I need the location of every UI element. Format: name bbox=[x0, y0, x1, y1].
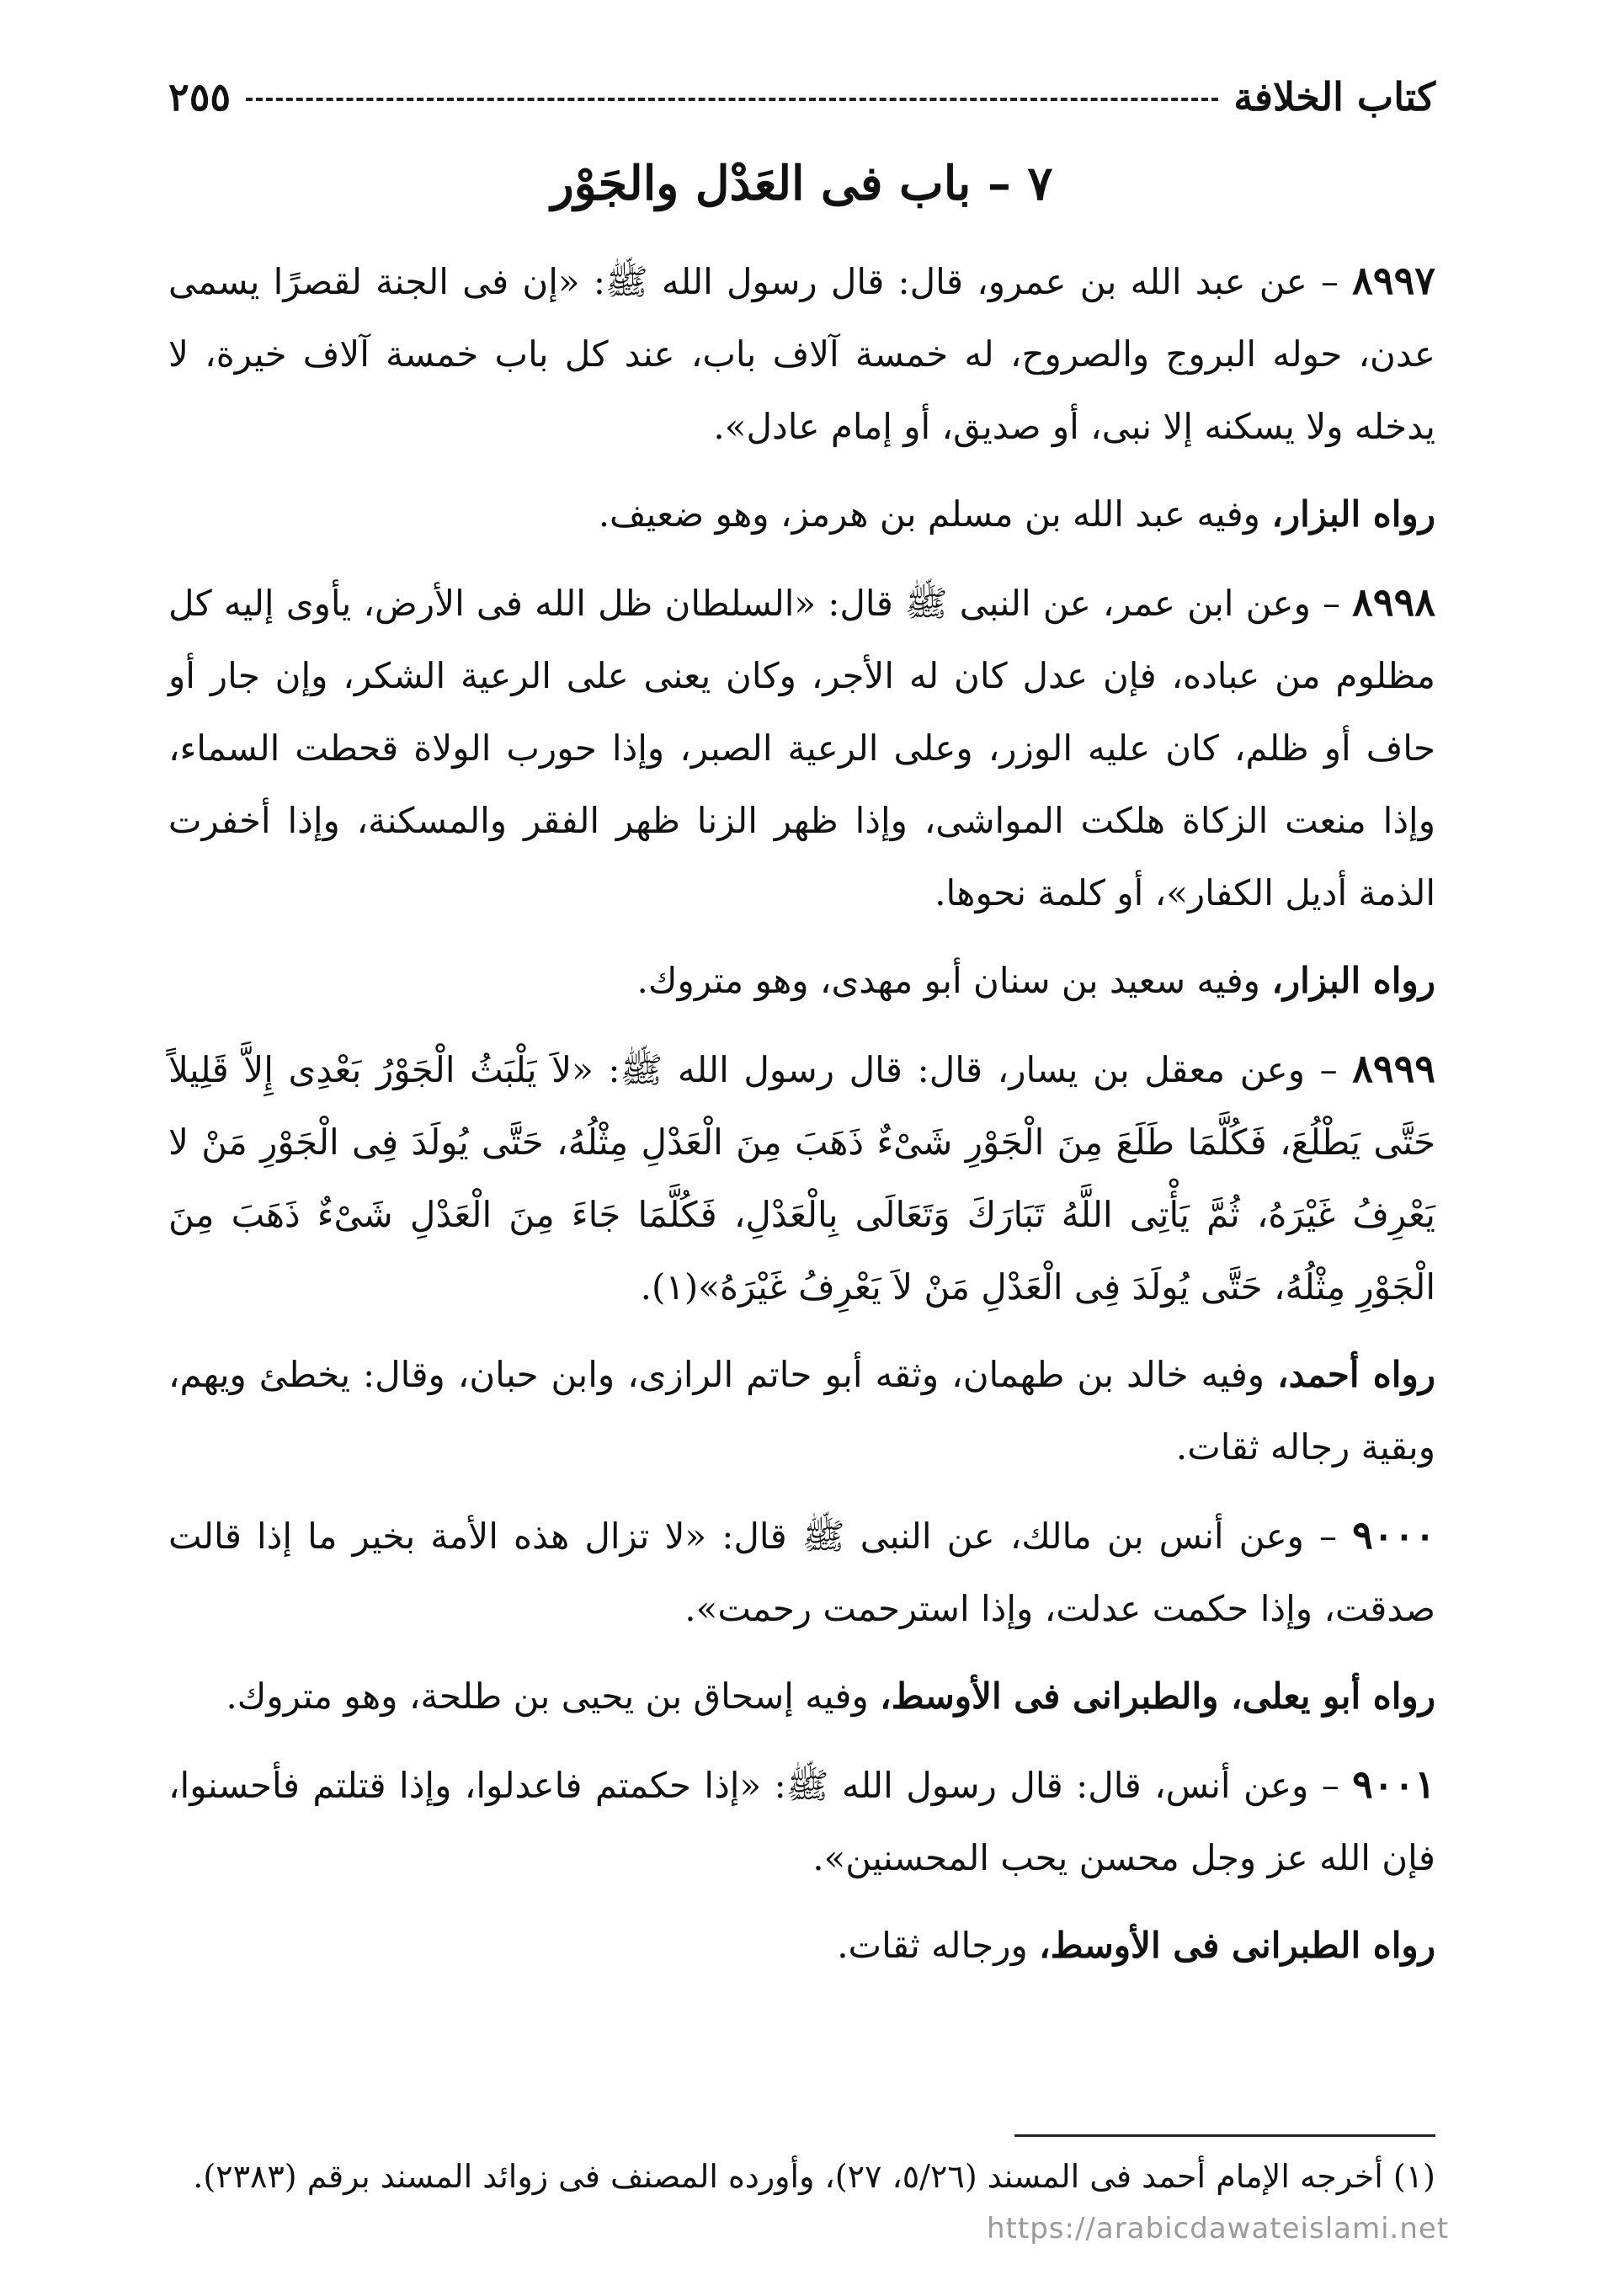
running-header bbox=[168, 67, 1435, 126]
source-note: وفيه إسحاق بن يحيى بن طلحة، وهو متروك. bbox=[226, 1675, 881, 1717]
hadith-number: ٨٩٩٨ bbox=[1352, 579, 1435, 625]
header-dashed-rule bbox=[246, 98, 1218, 101]
hadith-text: – وعن أنس بن مالك، عن النبى ﷺ قال: «لا تزال هذه الأمة بخير ما إذا قالت صدقت، وإذا حكمت عدلت، وإذا استرحمت رحمت». bbox=[168, 1516, 1435, 1629]
source-narrator: رواه الطبرانى فى الأوسط، bbox=[1039, 1925, 1435, 1966]
hadith-text: – وعن ابن عمر، عن النبى ﷺ قال: «السلطان ظل الله فى الأرض، يأوى إليه كل مظلوم من عباده، فإن عدل كان له الأجر، وكان يعنى على الرعية الشكر، وإن جار أو حاف أو ظلم، كان عليه الوزر، وعلى الرعية الصبر، وإذا حورب الولاة قحطت السماء، وإذا منعت الزكاة هلكت المواشى، وإذا ظهر الزنا ظهر الفقر والمسكنة، وإذا أخفرت الذمة أديل الكفار»، أو كلمة نحوها. bbox=[168, 583, 1435, 914]
hadith-paragraph bbox=[168, 1748, 1435, 1894]
source-note: وفيه عبد الله بن مسلم بن هرمز، وهو ضعيف. bbox=[598, 493, 1272, 535]
footnote-separator bbox=[1014, 2134, 1435, 2137]
page-number: ٢٥٥ bbox=[168, 74, 232, 120]
main-text bbox=[168, 244, 1435, 1997]
hadith-source bbox=[168, 478, 1435, 551]
source-note: وفيه خالد بن طهمان، وثقه أبو حاتم الرازى، وابن حبان، وقال: يخطئ ويهم، وبقية رجاله ثقات. bbox=[168, 1354, 1435, 1468]
hadith-number: ٨٩٩٩ bbox=[1352, 1046, 1436, 1091]
hadith-number: ٩٠٠٠ bbox=[1352, 1512, 1435, 1558]
hadith-number: ٨٩٩٧ bbox=[1352, 258, 1435, 303]
hadith-paragraph bbox=[168, 1499, 1435, 1645]
hadith-number: ٩٠٠١ bbox=[1352, 1761, 1435, 1807]
watermark-url: https://arabicdawateislami.net bbox=[987, 2212, 1450, 2245]
source-narrator: رواه أبو يعلى، والطبرانى فى الأوسط، bbox=[880, 1675, 1435, 1717]
source-narrator: رواه البزار، bbox=[1271, 960, 1435, 1001]
hadith-source bbox=[168, 1339, 1435, 1484]
hadith-text: – وعن معقل بن يسار، قال: قال رسول الله ﷺ: «لاَ يَلْبَثُ الْجَوْرُ بَعْدِى إِلاَّ قَلِيلاً حَتَّى يَطْلُعَ، فَكُلَّمَا طَلَعَ مِنَ الْجَوْرِ شَىْءٌ ذَهَبَ مِنَ الْعَدْلِ مِثْلُهُ، حَتَّى يُولَدَ فِى الْجَوْرِ مَنْ لا يَعْرِفُ غَيْرَهُ، ثُمَّ يَأْتِى اللَّهُ تَبَارَكَ وَتَعَالَى بِالْعَدْلِ، فَكُلَّمَا جَاءَ مِنَ الْعَدْلِ شَىْءٌ ذَهَبَ مِنَ الْجَوْرِ مِثْلُهُ، حَتَّى يُولَدَ فِى الْعَدْلِ مَنْ لاَ يَعْرِفُ غَيْرَهُ»(١). bbox=[168, 1049, 1435, 1308]
source-narrator: رواه البزار، bbox=[1271, 493, 1435, 535]
book-title: كتاب الخلافة bbox=[1233, 74, 1435, 120]
source-note: وفيه سعيد بن سنان أبو مهدى، وهو متروك. bbox=[636, 960, 1272, 1001]
source-narrator: رواه أحمد، bbox=[1277, 1354, 1436, 1395]
hadith-paragraph bbox=[168, 1032, 1435, 1324]
source-note: ورجاله ثقات. bbox=[837, 1925, 1040, 1966]
hadith-source bbox=[168, 945, 1435, 1017]
hadith-paragraph bbox=[168, 566, 1435, 930]
hadith-text: – وعن أنس، قال: قال رسول الله ﷺ: «إذا حكمتم فاعدلوا، وإذا قتلتم فأحسنوا، فإن الله عز وجل محسن يحب المحسنين». bbox=[168, 1765, 1435, 1878]
hadith-paragraph bbox=[168, 244, 1435, 463]
hadith-text: – عن عبد الله بن عمرو، قال: قال رسول الله ﷺ: «إن فى الجنة لقصرًا يسمى عدن، حوله البروج والصروح، له خمسة آلاف باب، عند كل باب خمسة آلاف خيرة، لا يدخله ولا يسكنه إلا نبى، أو صديق، أو إمام عادل». bbox=[168, 261, 1435, 447]
footnote: (١) أخرجه الإمام أحمد فى المسند (٥/٢٦، ٢٧)، وأورده المصنف فى زوائد المسند برقم (٢٣٨٣). bbox=[193, 2158, 1435, 2195]
hadith-source bbox=[168, 1660, 1435, 1733]
hadith-source bbox=[168, 1910, 1435, 1982]
chapter-title: ٧ – باب فى العَدْل والجَوْر bbox=[551, 156, 1053, 211]
